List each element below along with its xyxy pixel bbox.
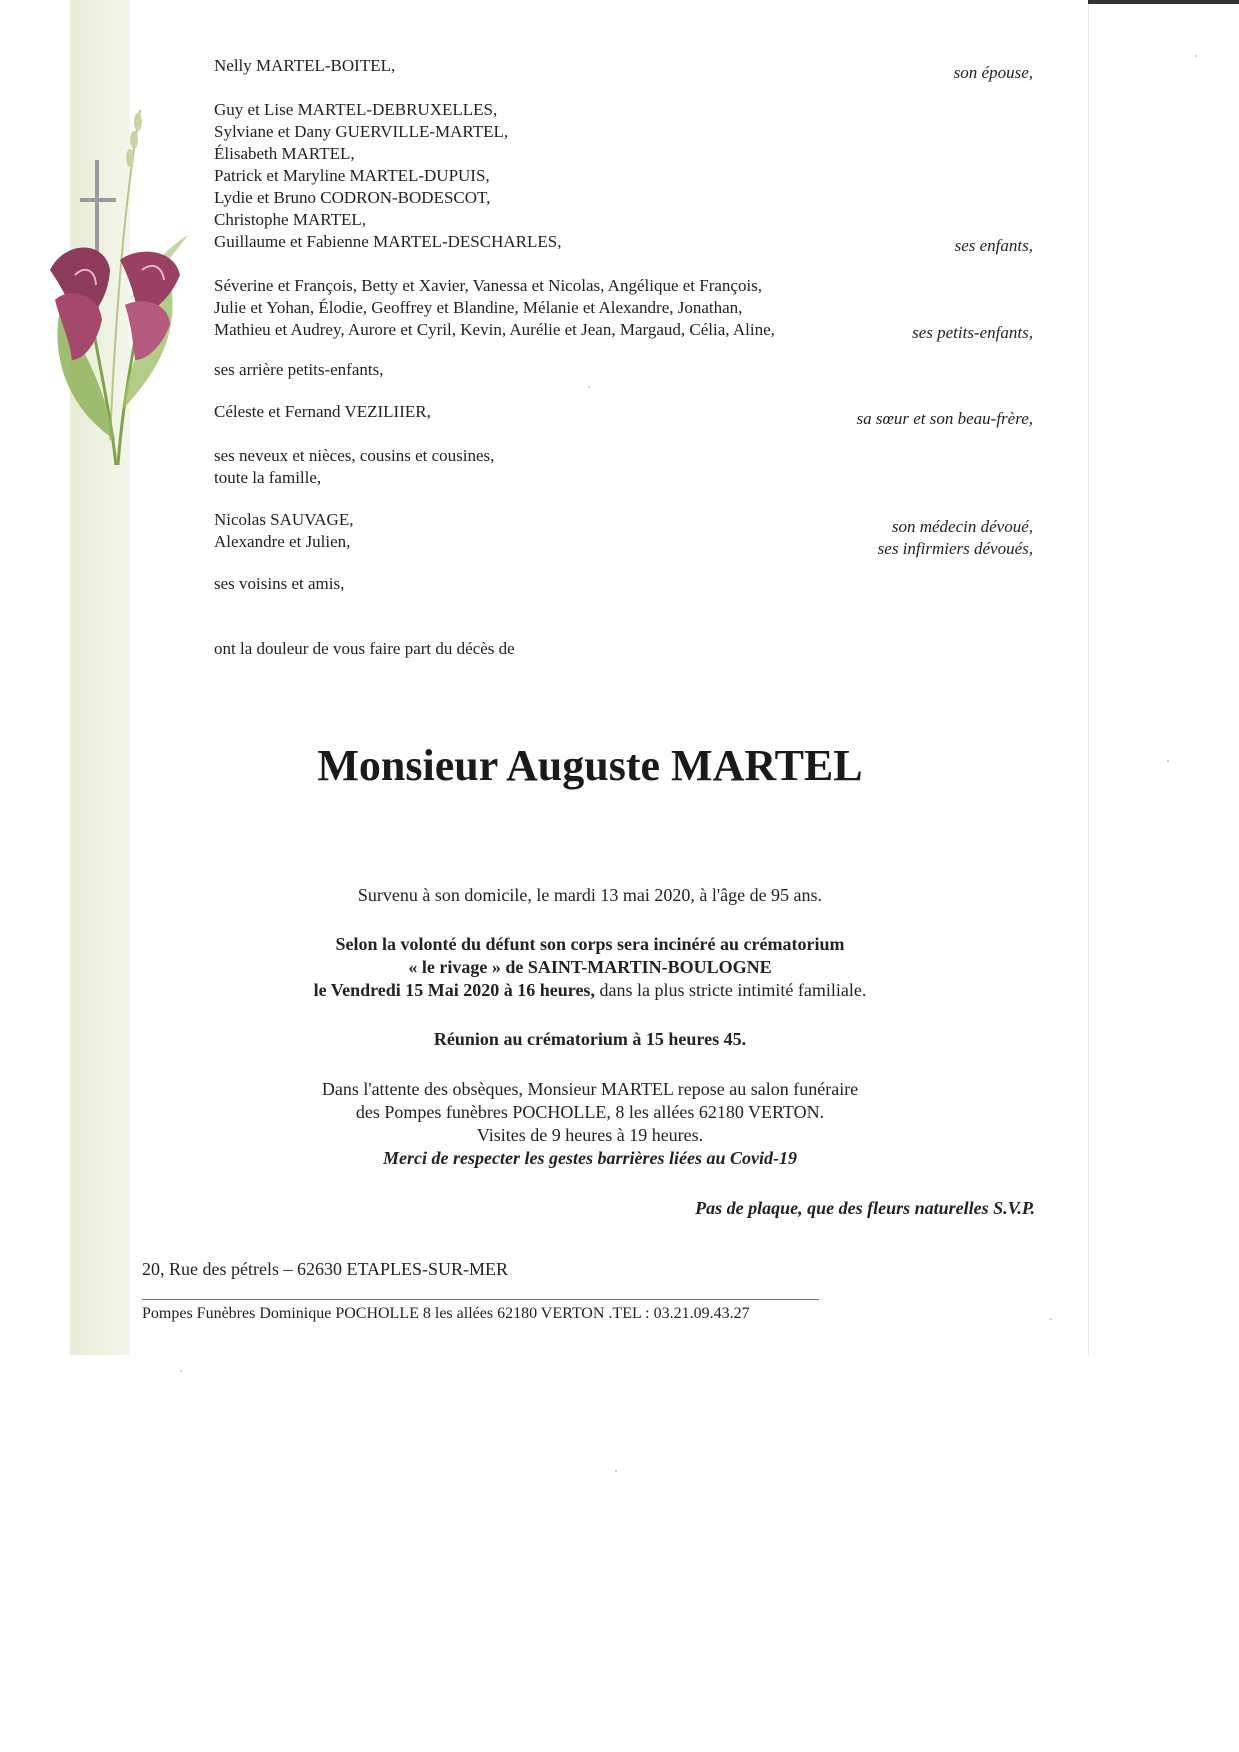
announcement: ont la douleur de vous faire part du décès de <box>214 639 515 658</box>
grandchildren-relation: ses petits-enfants, <box>912 323 1033 342</box>
flowers-note: Pas de plaque, que des fleurs naturelles S.V.P. <box>695 1198 1035 1218</box>
footer-divider <box>142 1299 819 1300</box>
extended-family-line: toute la famille, <box>214 468 322 487</box>
sibling-relation: sa sœur et son beau-frère, <box>856 409 1033 428</box>
family-address: 20, Rue des pétrels – 62630 ETAPLES-SUR-MER <box>142 1259 509 1279</box>
scan-edge-line <box>1088 0 1239 4</box>
child-name: Christophe MARTEL, <box>214 210 366 229</box>
cremation-date-line <box>200 979 980 1001</box>
cremation-privacy: dans la plus stricte intimité familiale. <box>594 980 867 1000</box>
children-relation: ses enfants, <box>954 236 1033 255</box>
caregiver-name: Nicolas SAUVAGE, <box>214 510 354 529</box>
cremation-line: « le rivage » de SAINT-MARTIN-BOULOGNE <box>408 957 772 977</box>
child-name: Lydie et Bruno CODRON-BODESCOT, <box>214 188 491 207</box>
scan-speck <box>180 1370 182 1372</box>
death-info: Survenu à son domicile, le mardi 13 mai 2020, à l'âge de 95 ans. <box>357 885 823 905</box>
caregiver-name: Alexandre et Julien, <box>214 532 351 551</box>
extended-family-line: ses neveux et nièces, cousins et cousines, <box>214 446 495 465</box>
covid-notice: Merci de respecter les gestes barrières liées au Covid-19 <box>383 1148 797 1168</box>
cremation-date: le Vendredi 15 Mai 2020 à 16 heures, <box>313 980 595 1000</box>
viewing-line: Dans l'attente des obsèques, Monsieur MARTEL repose au salon funéraire <box>321 1079 859 1099</box>
scan-speck <box>588 386 590 388</box>
cremation-line: Selon la volonté du défunt son corps sera incinéré au crématorium <box>335 934 845 954</box>
neighbors: ses voisins et amis, <box>214 574 345 593</box>
scan-speck <box>1050 1318 1052 1320</box>
scan-speck <box>1195 55 1197 57</box>
spouse-name: Nelly MARTEL-BOITEL, <box>214 56 396 75</box>
deceased-name: Monsieur Auguste MARTEL <box>317 741 863 790</box>
caregiver-relation: ses infirmiers dévoués, <box>877 539 1033 558</box>
child-name: Élisabeth MARTEL, <box>214 144 355 163</box>
viewing-line: des Pompes funèbres POCHOLLE, 8 les allées 62180 VERTON. <box>355 1102 825 1122</box>
child-name: Patrick et Maryline MARTEL-DUPUIS, <box>214 166 490 185</box>
scan-speck <box>615 1470 617 1472</box>
great-grandchildren: ses arrière petits-enfants, <box>214 360 384 379</box>
child-name: Guillaume et Fabienne MARTEL-DESCHARLES, <box>214 232 562 251</box>
grandchildren-line: Julie et Yohan, Élodie, Geoffrey et Blandine, Mélanie et Alexandre, Jonathan, <box>214 298 743 317</box>
grandchildren-line: Séverine et François, Betty et Xavier, Vanessa et Nicolas, Angélique et François, <box>214 276 763 295</box>
spouse-relation: son épouse, <box>953 63 1033 82</box>
visiting-hours: Visites de 9 heures à 19 heures. <box>476 1125 704 1145</box>
grandchildren-line: Mathieu et Audrey, Aurore et Cyril, Kevin, Aurélie et Jean, Margaud, Célia, Aline, <box>214 320 775 339</box>
caregiver-relation: son médecin dévoué, <box>891 517 1033 536</box>
child-name: Guy et Lise MARTEL-DEBRUXELLES, <box>214 100 498 119</box>
meeting-time: Réunion au crématorium à 15 heures 45. <box>433 1029 747 1049</box>
scan-speck <box>1167 760 1169 762</box>
funeral-home-info: Pompes Funèbres Dominique POCHOLLE 8 les allées 62180 VERTON .TEL : 03.21.09.43.27 <box>142 1305 750 1322</box>
sibling-names: Céleste et Fernand VEZILIIER, <box>214 402 431 421</box>
child-name: Sylviane et Dany GUERVILLE-MARTEL, <box>214 122 509 141</box>
calla-lily-cross-icon <box>30 110 190 470</box>
